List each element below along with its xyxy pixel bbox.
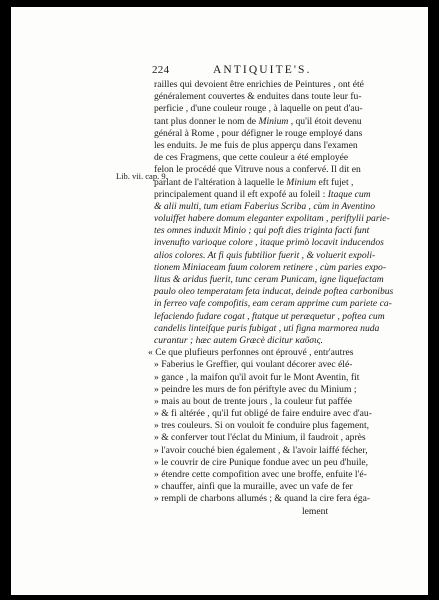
text-line: » l'avoir couché bien également , & l'avoir laiffé fécher, <box>154 444 368 456</box>
text-line: felon le procédé que Vitruve nous a confervé. Il dit en <box>154 164 361 176</box>
running-header <box>152 64 382 78</box>
text-line: perficie , d'une couleur rouge , à laquelle on peut d'au- <box>154 103 363 115</box>
text-line: litus & aridus fuerit, tunc ceram Punicam, igne liquefactam <box>154 274 384 285</box>
text-line: » peindre les murs de fon périftyle avec du Minium ; <box>154 383 357 395</box>
text-line: parlant de l'altération à laquelle le Minium eft fujet , <box>154 176 354 188</box>
text-line: les enduits. Je me fuis de plus apperçu dans l'examen <box>154 139 358 151</box>
text-line: tionem Miniaceam fuum colorem retinere , cùm paries expo- <box>154 261 387 273</box>
text-line: curantur ; hæc autem Græcè dicitur καῦσις. <box>154 334 323 346</box>
text-line: invenufto varioque colore , itaque primò locavit inducendos <box>154 237 384 249</box>
text-line: » étendre cette compofition avec une broffe, enfuite l'é- <box>154 469 367 480</box>
body-text <box>148 79 394 518</box>
text-line: de ces Fragmens, que cette couleur a été employée <box>154 152 349 164</box>
text-line: général à Rome , pour défigner le rouge employé dans <box>154 127 363 139</box>
text-line: » & conferver tout l'éclat du Minium, il faudroit , après <box>154 432 366 444</box>
text-line: » rempli de charbons allumés ; & quand la cire fera éga- <box>154 493 371 505</box>
text-line: tes omnes induxit Minio ; qui poft dies triginta facti funt <box>154 225 370 237</box>
text-line: lefaciendo fudare cogat , ftatque ut peræquetur , poftea cum <box>154 310 385 322</box>
text-line: » tres couleurs. Si on vouloit fe conduire plus fagement, <box>154 420 370 432</box>
text-line: lement <box>302 505 329 517</box>
text-line: voluiffet habere domum eleganter expolitam , periftylii parie- <box>154 213 390 225</box>
text-line: railles qui devoient être enrichies de Peintures , ont été <box>154 79 364 90</box>
text-line: généralement couvertes & enduites dans toute leur fu- <box>154 91 362 103</box>
text-line: tant plus donner le nom de Minium , qu'il étoit devenu <box>154 115 362 127</box>
text-line: » le couvrir de cire Punique fondue avec un peu d'huile, <box>154 456 369 468</box>
margin-note: Lib. vii. cap. 9. <box>116 171 168 181</box>
text-line: » & fi altérée , qu'il fut obligé de faire enduire avec d'au- <box>154 408 372 420</box>
text-line: in ferreo vafe compofitis, eam ceram apprime cum pariete ca- <box>154 298 392 310</box>
text-line: paulo oleo temperatam feta inducat, deinde poftea carbonibus <box>154 286 394 298</box>
text-line: » gance , la maifon qu'il avoit fur le Mont Aventin, fit <box>154 371 360 383</box>
text-line: » mais au bout de trente jours , la couleur fut paffée <box>154 395 353 407</box>
text-line: candelis linteifque puris fubigat , uti figna marmorea nuda <box>154 322 380 334</box>
text-line: « Ce que plufieurs perfonnes ont éprouvé , entr'autres <box>148 347 354 359</box>
text-line: » Faberius le Greffier, qui voulant décorer avec élé- <box>154 359 353 371</box>
book-page <box>11 7 428 595</box>
text-line: » chauffer, ainfi que la muraille, avec un vafe de fer <box>154 481 353 493</box>
text-line: alios colores. At fi quis fubtilior fuerit , & voluerit expoli- <box>154 249 376 261</box>
text-line: principalement quand il eft expofé au foleil : Itaque cum <box>154 188 371 200</box>
page-number: 224 <box>152 64 170 76</box>
text-line: & alii multi, tum etiam Faberius Scriba , cùm in Aventino <box>154 200 375 212</box>
page-title: ANTIQUITE'S. <box>213 64 312 76</box>
